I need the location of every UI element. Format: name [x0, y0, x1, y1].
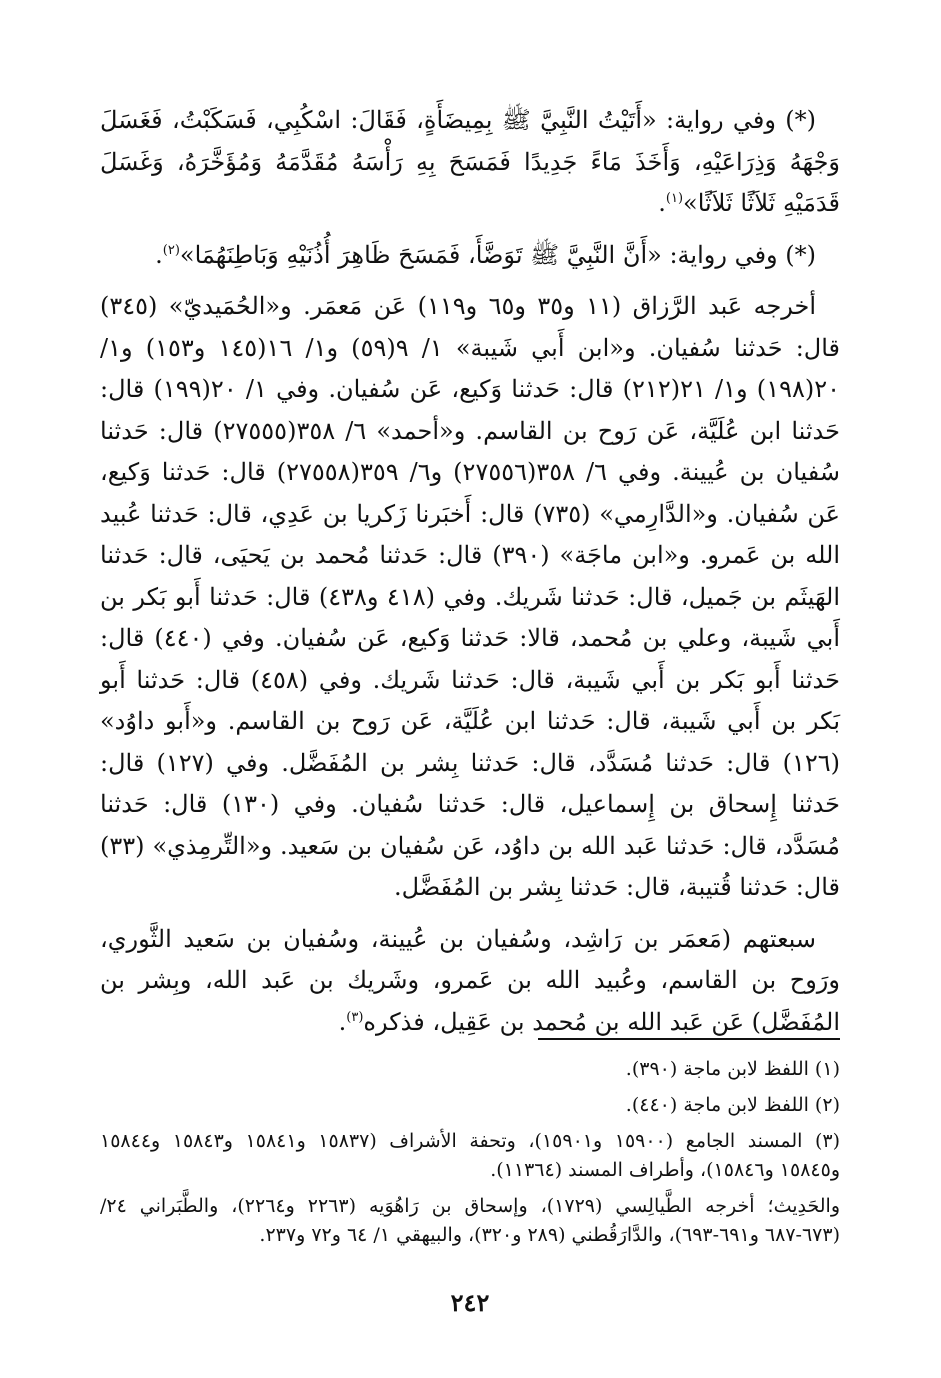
footnote-reference: (١): [665, 191, 684, 206]
footnote-divider: [538, 1038, 840, 1040]
document-page: [100, 100, 840, 1350]
footnote-1: (١) اللفظ لابن ماجة (٣٩٠).: [625, 1058, 840, 1080]
footnotes-section: [100, 1055, 840, 1257]
footnote-reference: (٣): [346, 1009, 364, 1025]
footnote-3-continuation: والحَدِيث؛ أخرجه الطَّيالِسي (١٧٢٩)، وإسحاق بن رَاهُوَيه (٢٢٦٣ و٢٢٦٤)، والطَّبَراني ٢٤/ (٦٧٣-٦٨٧ و٦٩١-٦٩٣)، والدَّارَقُطني (٢٨٩ و٣٢٠)، والبيهقي ١/ ٦٤ و٧٢ و٢٣٧.: [100, 1195, 840, 1246]
hadith-variant-paragraph-1: (*) وفي رواية: «أَتَيْتُ النَّبِيَّ ﷺ بِمِيضَأَةٍ، فَقَالَ: اسْكُبِي، فَسَكَبْتُ، فَغَسَلَ وَجْهَهُ وَذِرَاعَيْهِ، وَأَخَذَ مَاءً جَدِيدًا فَمَسَحَ بِهِ رَأْسَهُ مُقَدَّمَهُ وَمُؤَخَّرَهُ، وَغَسَلَ قَدَمَيْهِ ثَلاَثًا ثَلاَثًا»$^{(١)}$.: [100, 106, 840, 217]
paragraph-text: (*) وفي رواية: «أَنَّ النَّبِيَّ ﷺ تَوَضَّأَ، فَمَسَحَ ظَاهِرَ أُذُنَيْهِ وَبَاطِنَهُمَا»: [179, 240, 816, 269]
page-number: ٢٤٢: [450, 1288, 490, 1317]
paragraph-text: (*) وفي رواية: «أَتَيْتُ النَّبِيَّ ﷺ بِمِيضَأَةٍ، فَقَالَ: اسْكُبِي، فَسَكَبْتُ، فَغَسَلَ وَجْهَهُ وَذِرَاعَيْهِ، وَأَخَذَ مَاءً جَدِيدًا فَمَسَحَ بِهِ رَأْسَهُ مُقَدَّمَهُ وَمُؤَخَّرَهُ، وَغَسَلَ قَدَمَيْهِ ثَلاَثًا ثَلاَثًا»: [100, 106, 840, 217]
footnote-reference: (٢): [162, 242, 180, 258]
hadith-variant-paragraph-2: (*) وفي رواية: «أَنَّ النَّبِيَّ ﷺ تَوَضَّأَ، فَمَسَحَ ظَاهِرَ أُذُنَيْهِ وَبَاطِنَهُمَا»$^{(٢)}$.: [155, 240, 816, 269]
footnote-2: (٢) اللفظ لابن ماجة (٤٤٠).: [625, 1094, 840, 1116]
narrators-summary-paragraph: سبعتهم (مَعمَر بن رَاشِد، وسُفيان بن عُيينة، وسُفيان بن سَعيد الثَّوري، ورَوح بن القاسم، وعُبيد الله بن عَمرو، وشَريك بن عَبد الله، وبِشر بن المُفَضَّل) عَن عَبد الله بن مُحمد بن عَقِيل، فذكره$^{(٣)}$.: [100, 924, 840, 1036]
takhrij-paragraph: [100, 286, 840, 909]
footnote-3: (٣) المسند الجامع (١٥٩٠٠ و١٥٩٠١)، وتحفة الأشراف (١٥٨٣٧ و١٥٨٤١ و١٥٨٤٣ و١٥٨٤٤ و١٥٨٤٥ و١٥٨٤٦)، وأطراف المسند (١١٣٦٤).: [100, 1130, 841, 1181]
paragraph-text: سبعتهم (مَعمَر بن رَاشِد، وسُفيان بن عُيينة، وسُفيان بن سَعيد الثَّوري، ورَوح بن القاسم، وعُبيد الله بن عَمرو، وشَريك بن عَبد الله، وبِشر بن المُفَضَّل) عَن عَبد الله بن مُحمد بن عَقِيل، فذكره: [100, 924, 840, 1036]
paragraph-text: أخرجه عَبد الرَّزاق (١١ و٣٥ و٦٥ و١١٩) عَن مَعمَر. و«الحُمَيديّ» (٣٤٥) قال: حَدثنا سُفيان. و«ابن أَبي شَيبة» ١/ ٩(٥٩) و١/ ١٦(١٤٥ و١٥٣) و١/ ٢٠(١٩٨) و١/ ٢١(٢١٢) قال: حَدثنا وَكيع، عَن سُفيان. وفي ١/ ٢٠(١٩٩) قال: حَدثنا ابن عُلَيَّة، عَن رَوح بن القاسم. و«أحمد» ٦/ ٣٥٨(٢٧٥٥٥) قال: حَدثنا سُفيان بن عُيينة. وفي ٦/ ٣٥٨(٢٧٥٥٦) و٦/ ٣٥٩(٢٧٥٥٨) قال: حَدثنا وَكيع، عَن سُفيان. و«الدَّارِمي» (٧٣٥) قال: أَخبَرنا زَكريا بن عَدِي، قال: حَدثنا عُبيد الله بن عَمرو. و«ابن ماجَة» (٣٩٠) قال: حَدثنا مُحمد بن يَحيَى، قال: حَدثنا الهَيثَم بن جَميل، قال: حَدثنا شَريك. وفي (٤١٨ و٤٣٨) قال: حَدثنا أَبو بَكر بن أَبي شَيبة، وعلي بن مُحمد، قالا: حَدثنا وَكيع، عَن سُفيان. وفي (٤٤٠) قال: حَدثنا أَبو بَكر بن أَبي شَيبة، قال: حَدثنا شَريك. وفي (٤٥٨) قال: حَدثنا أَبو بَكر بن أَبي شَيبة، قال: حَدثنا ابن عُلَيَّة، عَن رَوح بن القاسم. و«أَبو داوُد» (١٢٦) قال: حَدثنا مُسَدَّد، قال: حَدثنا بِشر بن المُفَضَّل. وفي (١٢٧) قال: حَدثنا إِسحاق بن إِسماعيل، قال: حَدثنا سُفيان. وفي (١٣٠) قال: حَدثنا مُسَدَّد، قال: حَدثنا عَبد الله بن داوُد، عَن سُفيان بن سَعيد. و«التِّرمِذي» (٣٣) قال: حَدثنا قُتيبة، قال: حَدثنا بِشر بن المُفَضَّل.: [100, 292, 841, 901]
